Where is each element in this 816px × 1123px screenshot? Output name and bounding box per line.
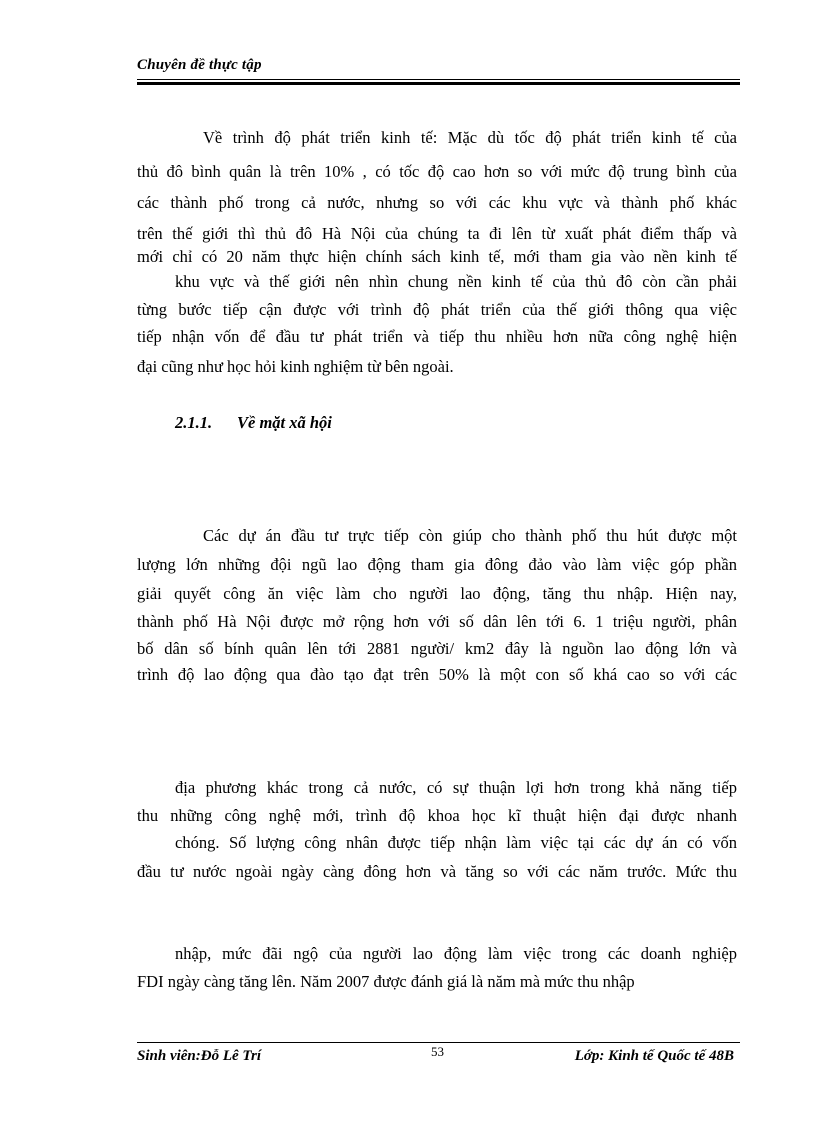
text-line: tiếp nhận vốn để đầu tư phát triển và tiếp thu nhiều hơn nữa công nghệ hiện <box>137 327 737 346</box>
text-line: bố dân số bính quân lên tới 2881 người/ km2 đây là nguồn lao động lớn và <box>137 639 737 658</box>
text-line: địa phương khác trong cả nước, có sự thuận lợi hơn trong khả năng tiếp <box>175 778 737 797</box>
text-line: nhập, mức đãi ngộ của người lao động làm việc trong các doanh nghiệp <box>175 944 737 963</box>
section-title: Về mặt xã hội <box>237 413 332 432</box>
text-line: các thành phố trong cả nước, nhưng so với các khu vực và thành phố khác <box>137 193 737 212</box>
text-line: mới chỉ có 20 năm thực hiện chính sách kinh tế, mới tham gia vào nền kinh tế <box>137 247 737 266</box>
section-number: 2.1.1. <box>175 413 213 432</box>
text-line: Về trình độ phát triển kinh tế: Mặc dù tốc độ phát triển kinh tế của <box>203 128 737 147</box>
text-line: FDI ngày càng tăng lên. Năm 2007 được đánh giá là năm mà mức thu nhập <box>137 972 635 991</box>
header-title: Chuyên đề thực tập <box>137 57 262 73</box>
text-line: trình độ lao động qua đào tạo đạt trên 50% là một con số khá cao so với các <box>137 665 737 684</box>
text-line: thủ đô bình quân là trên 10% , có tốc độ cao hơn so với mức độ trung bình của <box>137 162 737 181</box>
text-line: giải quyết công ăn việc làm cho người lao động, tăng thu nhập. Hiện nay, <box>137 584 737 603</box>
text-line: thu những công nghệ mới, trình độ khoa học kĩ thuật hiện đại được nhanh <box>137 806 737 825</box>
footer-student: Sinh viên:Đỗ Lê Trí <box>137 1048 262 1064</box>
text-line: chóng. Số lượng công nhân được tiếp nhận làm việc tại các dự án có vốn <box>175 833 737 852</box>
header-rule-thin <box>137 79 740 80</box>
header-rule-thick <box>137 82 740 85</box>
text-line: khu vực và thế giới nên nhìn chung nền kinh tế của thủ đô còn cần phải <box>175 272 737 291</box>
text-line: trên thế giới thì thủ đô Hà Nội của chúng ta đi lên từ xuất phát điểm thấp và <box>137 224 737 243</box>
text-line: đại cũng như học hỏi kinh nghiệm từ bên ngoài. <box>137 357 454 376</box>
text-line: lượng lớn những đội ngũ lao động tham gia đông đảo vào làm việc góp phần <box>137 555 737 574</box>
section-heading <box>175 413 332 433</box>
text-line: từng bước tiếp cận được với trình độ phát triển của thế giới thông qua việc <box>137 300 737 319</box>
page-number: 53 <box>431 1044 444 1059</box>
text-line: đầu tư nước ngoài ngày càng đông hơn và tăng so với các năm trước. Mức thu <box>137 862 737 881</box>
text-line: thành phố Hà Nội được mở rộng hơn với số dân lên tới 6. 1 triệu người, phân <box>137 612 737 631</box>
footer-rule <box>137 1042 740 1043</box>
footer-class: Lớp: Kinh tế Quốc tế 48B <box>574 1048 734 1064</box>
text-line: Các dự án đầu tư trực tiếp còn giúp cho thành phố thu hút được một <box>203 526 737 545</box>
